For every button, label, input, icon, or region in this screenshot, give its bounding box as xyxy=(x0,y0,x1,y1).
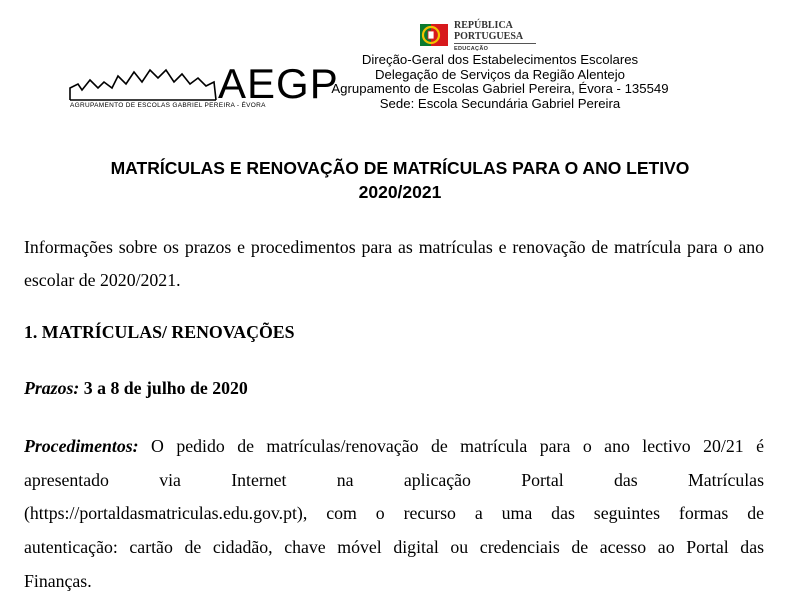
letterhead xyxy=(0,0,800,120)
procedimentos-label: Procedimentos: xyxy=(24,436,139,456)
document-title xyxy=(0,156,800,204)
proc-line-2: apresentado via Internet na aplicação Portal das Matrículas xyxy=(24,469,764,490)
title-line1: MATRÍCULAS E RENOVAÇÃO DE MATRÍCULAS PARA O ANO LETIVO xyxy=(110,158,690,178)
institution-line: Delegação de Serviços da Região Alentejo xyxy=(375,66,625,82)
institution-line: Sede: Escola Secundária Gabriel Pereira xyxy=(379,95,621,111)
logo-text: AEGP xyxy=(218,60,339,107)
title-line2: 2020/2021 xyxy=(358,182,442,202)
proc-line-4: autenticação: cartão de cidadão, chave móvel digital ou credenciais de acesso ao Portal das xyxy=(24,537,764,558)
skyline-icon xyxy=(68,62,218,102)
divider xyxy=(454,43,536,44)
republic-line1: REPÚBLICA xyxy=(454,20,513,31)
aegp-logo xyxy=(68,60,339,110)
proc-line-1 xyxy=(24,430,764,464)
prazos-line xyxy=(24,378,248,399)
procedimentos-paragraph xyxy=(24,430,764,598)
logo-subtitle: AGRUPAMENTO DE ESCOLAS GABRIEL PEREIRA - ÉVORA xyxy=(70,102,266,109)
coat-of-arms-icon xyxy=(420,20,450,50)
republic-name xyxy=(454,20,523,42)
section-heading: 1. MATRÍCULAS/ RENOVAÇÕES xyxy=(24,322,295,342)
proc-text: O pedido de matrículas/renovação de matrícula para o ano lectivo 20/21 é xyxy=(151,436,764,456)
institution-line: Direção-Geral dos Estabelecimentos Escolares xyxy=(361,52,639,67)
prazos-label: Prazos: xyxy=(24,378,80,398)
prazos-value: 3 a 8 de julho de 2020 xyxy=(83,378,248,398)
institution-lines xyxy=(290,53,710,111)
republic-education: EDUCAÇÃO xyxy=(454,46,489,52)
proc-line-5: Finanças. xyxy=(24,570,92,591)
intro-paragraph: Informações sobre os prazos e procedimentos para as matrículas e renovação de matrícula para o ano escolar de 2020/2021. xyxy=(24,237,764,290)
republic-line2: PORTUGUESA xyxy=(454,31,524,42)
proc-line-3: (https://portaldasmatriculas.edu.gov.pt), com o recurso a uma das seguintes formas de xyxy=(24,503,764,524)
institution-line: Agrupamento de Escolas Gabriel Pereira, Évora - 135549 xyxy=(331,81,669,96)
